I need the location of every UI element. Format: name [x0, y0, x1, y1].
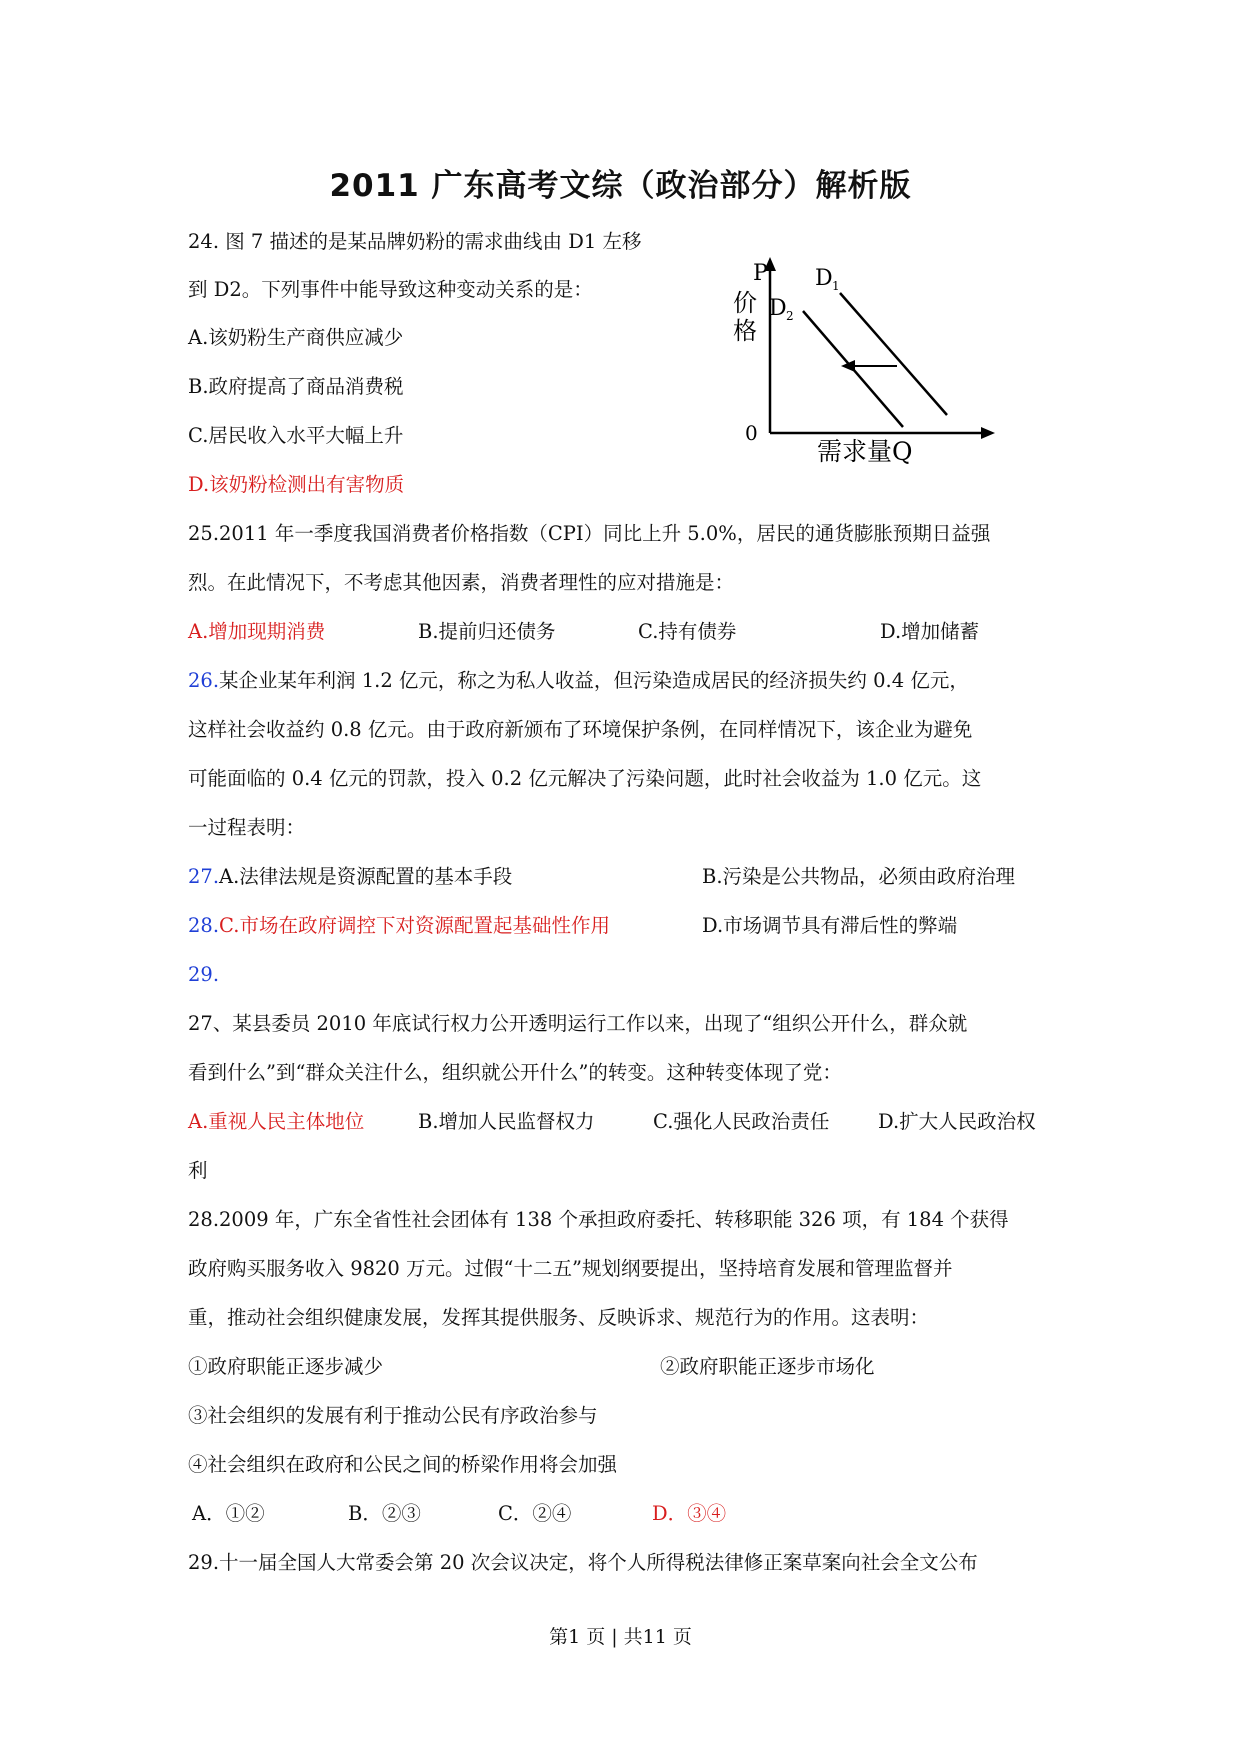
d1-subscript: 1 [832, 279, 840, 293]
q27-option-b: B.增加人民监督权力 [418, 1110, 595, 1133]
origin-label: 0 [745, 421, 758, 445]
q28-item-4: ④社会组织在政府和公民之间的桥梁作用将会加强 [188, 1453, 618, 1476]
q27-option-d: D.扩大人民政治权 [878, 1110, 1036, 1133]
q26-row1-number: 27. [188, 865, 220, 888]
q29-line-1: 29.十一届全国人大常委会第 20 次会议决定，将个人所得税法律修正案草案向社会全文公布 [188, 1551, 978, 1574]
q28-item-3: ③社会组织的发展有利于推动公民有序政治参与 [188, 1404, 598, 1427]
y-label-price-2: 格 [733, 317, 757, 345]
q26-number: 26. [188, 669, 220, 692]
q26-line-3: 可能面临的 0.4 亿元的罚款，投入 0.2 亿元解决了污染问题，此时社会收益为 1.0 亿元。这 [188, 767, 982, 790]
d1-curve [840, 293, 947, 415]
q28-option-d-answer: D．③④ [652, 1502, 727, 1525]
q28-option-a: A．①② [192, 1502, 265, 1525]
x-axis-arrow [981, 427, 995, 439]
q24-option-a: A.该奶粉生产商供应减少 [188, 326, 404, 349]
q28-line-3: 重，推动社会组织健康发展，发挥其提供服务、反映诉求、规范行为的作用。这表明： [188, 1306, 930, 1329]
y-label-p: P [753, 261, 768, 286]
q24-option-c: C.居民收入水平大幅上升 [188, 424, 404, 447]
y-label-price-1: 价 [733, 289, 757, 317]
q27-option-c: C.强化人民政治责任 [653, 1110, 830, 1133]
q26-line-1 [188, 666, 969, 696]
q25-line-2: 烈。在此情况下，不考虑其他因素，消费者理性的应对措施是： [188, 571, 735, 594]
q25-option-c: C.持有债券 [638, 620, 737, 643]
q25-option-b: B.提前归还债务 [418, 620, 556, 643]
q26-option-d: D.市场调节具有滞后性的弊端 [702, 914, 958, 937]
q28-option-c: C．②④ [498, 1502, 572, 1525]
q26-row2-number: 28. [188, 914, 220, 937]
q26-option-c-text: C.市场在政府调控下对资源配置起基础性作用 [219, 914, 610, 937]
q25-option-a-answer: A.增加现期消费 [188, 620, 326, 643]
page-title: 2011 广东高考文综（政治部分）解析版 [329, 168, 912, 204]
q28-item-1: ①政府职能正逐步减少 [188, 1355, 384, 1378]
q24-option-b: B.政府提高了商品消费税 [188, 375, 404, 398]
q24-line-2: 到 D2。下列事件中能导致这种变动关系的是： [188, 278, 593, 301]
d1-label: D [815, 266, 833, 291]
q28-item-2: ②政府职能正逐步市场化 [660, 1355, 875, 1378]
q25-option-d: D.增加储蓄 [880, 620, 980, 643]
q24-option-d-answer: D.该奶粉检测出有害物质 [188, 473, 405, 496]
q26-option-c-answer [188, 911, 610, 941]
q26-line-1-text: 某企业某年利润 1.2 亿元，称之为私人收益，但污染造成居民的经济损失约 0.4 亿元， [219, 669, 969, 692]
q24-line-1: 24. 图 7 描述的是某品牌奶粉的需求曲线由 D1 左移 [188, 230, 642, 253]
q26-option-a [188, 862, 512, 892]
q26-option-b: B.污染是公共物品，必须由政府治理 [702, 865, 1016, 888]
x-label: 需求量Q [817, 437, 913, 466]
q27-option-d-wrap: 利 [188, 1159, 208, 1182]
q28-line-2: 政府购买服务收入 9820 万元。过假“十二五”规划纲要提出，坚持培育发展和管理监督并 [188, 1257, 953, 1280]
demand-curve-figure [725, 255, 1015, 485]
q25-line-1: 25.2011 年一季度我国消费者价格指数（CPI）同比上升 5.0%，居民的通货膨胀预期日益强 [188, 522, 991, 545]
d2-label: D [769, 296, 787, 321]
q27-line-2: 看到什么”到“群众关注什么，组织就公开什么”的转变。这种转变体现了党： [188, 1061, 842, 1084]
q27-option-a-answer: A.重视人民主体地位 [188, 1110, 365, 1133]
q26-line-4: 一过程表明： [188, 816, 306, 839]
q26-option-a-text: A.法律法规是资源配置的基本手段 [219, 865, 513, 888]
q26-line-2: 这样社会收益约 0.8 亿元。由于政府新颁布了环境保护条例，在同样情况下，该企业为避免 [188, 718, 973, 741]
q27-line-1: 27、某县委员 2010 年底试行权力公开透明运行工作以来，出现了“组织公开什么，群众就 [188, 1012, 968, 1035]
d2-subscript: 2 [786, 309, 794, 323]
q28-line-1: 28.2009 年，广东全省性社会团体有 138 个承担政府委托、转移职能 326 项，有 184 个获得 [188, 1208, 1009, 1231]
q26-row3-number: 29. [188, 963, 220, 986]
page-footer: 第1 页 | 共11 页 [549, 1626, 692, 1648]
q28-option-b: B．②③ [348, 1502, 421, 1525]
